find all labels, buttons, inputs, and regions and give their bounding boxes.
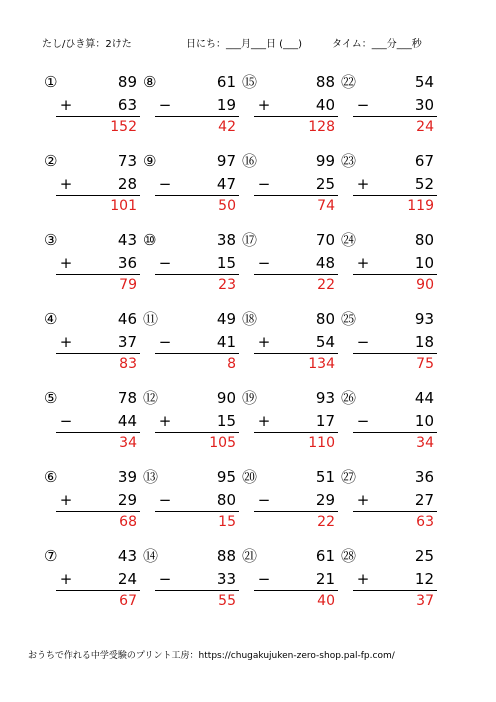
problem-number: ④	[44, 310, 58, 328]
bottom-operand: 37	[117, 333, 137, 351]
problem-22	[341, 73, 451, 149]
problem-number: ⑲	[242, 389, 258, 407]
time-field: タイム：___分___秒	[332, 39, 422, 50]
operator-sign: −	[158, 96, 172, 114]
problem-number: ⑤	[44, 389, 58, 407]
bottom-operand: 63	[117, 96, 137, 114]
operator-sign: −	[356, 412, 370, 430]
top-operand: 73	[117, 152, 137, 170]
bottom-operand: 12	[414, 570, 434, 588]
problem-9	[143, 152, 253, 228]
answer-value: 15	[218, 514, 236, 530]
top-operand: 88	[315, 73, 335, 91]
bottom-operand: 17	[315, 412, 335, 430]
problem-1	[44, 73, 157, 149]
bottom-operand: 52	[414, 175, 434, 193]
problem-13	[143, 468, 253, 544]
answer-value: 8	[227, 356, 236, 372]
answer-rule	[353, 116, 437, 117]
answer-value: 34	[119, 435, 137, 451]
problem-number: ②	[44, 152, 58, 170]
answer-rule	[353, 590, 437, 591]
answer-rule	[155, 590, 239, 591]
bottom-operand: 80	[216, 491, 236, 509]
answer-rule	[254, 116, 338, 117]
bottom-operand: 29	[315, 491, 335, 509]
bottom-operand: 33	[216, 570, 236, 588]
operator-sign: +	[257, 412, 271, 430]
top-operand: 88	[216, 547, 236, 565]
operator-sign: −	[59, 412, 73, 430]
top-operand: 46	[117, 310, 137, 328]
top-operand: 49	[216, 310, 236, 328]
bottom-operand: 19	[216, 96, 236, 114]
answer-value: 34	[416, 435, 434, 451]
bottom-operand: 15	[216, 254, 236, 272]
top-operand: 39	[117, 468, 137, 486]
answer-rule	[56, 353, 140, 354]
bottom-operand: 15	[216, 412, 236, 430]
answer-value: 79	[119, 277, 137, 293]
top-operand: 80	[315, 310, 335, 328]
problem-5	[44, 389, 154, 465]
problem-number: ⑰	[242, 231, 258, 249]
bottom-operand: 40	[315, 96, 335, 114]
top-operand: 95	[216, 468, 236, 486]
top-operand: 78	[117, 389, 137, 407]
problem-19	[242, 389, 352, 465]
top-operand: 93	[414, 310, 434, 328]
operator-sign: +	[257, 96, 271, 114]
problem-number: ㉑	[242, 547, 258, 565]
top-operand: 25	[414, 547, 434, 565]
problem-15	[242, 73, 352, 149]
operator-sign: −	[158, 254, 172, 272]
problem-number: ③	[44, 231, 58, 249]
problem-28	[341, 547, 451, 623]
answer-value: 152	[110, 119, 137, 135]
problem-number: ⑨	[143, 152, 157, 170]
top-operand: 43	[117, 547, 137, 565]
operator-sign: +	[356, 175, 370, 193]
answer-rule	[353, 432, 437, 433]
answer-rule	[254, 274, 338, 275]
answer-value: 68	[119, 514, 137, 530]
answer-rule	[353, 511, 437, 512]
answer-value: 40	[317, 593, 335, 609]
operator-sign: +	[59, 96, 73, 114]
answer-rule	[56, 511, 140, 512]
top-operand: 67	[414, 152, 434, 170]
top-operand: 99	[315, 152, 335, 170]
answer-value: 22	[317, 277, 335, 293]
answer-value: 37	[416, 593, 434, 609]
bottom-operand: 41	[216, 333, 236, 351]
answer-value: 90	[416, 277, 434, 293]
top-operand: 43	[117, 231, 137, 249]
problem-3	[44, 231, 157, 307]
answer-rule	[254, 353, 338, 354]
operator-sign: +	[59, 333, 73, 351]
answer-rule	[56, 432, 140, 433]
answer-value: 74	[317, 198, 335, 214]
operator-sign: −	[257, 254, 271, 272]
problem-number: ⑪	[143, 310, 159, 328]
answer-value: 23	[218, 277, 236, 293]
answer-rule	[353, 195, 437, 196]
answer-rule	[353, 274, 437, 275]
problem-17	[242, 231, 352, 307]
problem-number: ㉕	[341, 310, 357, 328]
problem-number: ⑦	[44, 547, 58, 565]
top-operand: 61	[216, 73, 236, 91]
answer-rule	[56, 590, 140, 591]
problem-number: ⑧	[143, 73, 157, 91]
problem-10	[143, 231, 253, 307]
operator-sign: +	[59, 570, 73, 588]
answer-value: 128	[308, 119, 335, 135]
bottom-operand: 10	[414, 254, 434, 272]
problem-number: ①	[44, 73, 58, 91]
answer-value: 63	[416, 514, 434, 530]
top-operand: 54	[414, 73, 434, 91]
bottom-operand: 10	[414, 412, 434, 430]
problem-number: ㉗	[341, 468, 357, 486]
answer-value: 75	[416, 356, 434, 372]
problem-number: ⑬	[143, 468, 159, 486]
problem-12	[143, 389, 253, 465]
top-operand: 38	[216, 231, 236, 249]
operator-sign: −	[158, 570, 172, 588]
operator-sign: −	[158, 333, 172, 351]
answer-rule	[155, 116, 239, 117]
answer-rule	[155, 432, 239, 433]
operator-sign: +	[356, 570, 370, 588]
top-operand: 70	[315, 231, 335, 249]
worksheet-title: たし/ひき算：2けた	[42, 39, 132, 50]
operator-sign: +	[356, 254, 370, 272]
bottom-operand: 25	[315, 175, 335, 193]
problem-24	[341, 231, 451, 307]
answer-value: 42	[218, 119, 236, 135]
answer-rule	[254, 432, 338, 433]
operator-sign: −	[356, 96, 370, 114]
problem-number: ⑮	[242, 73, 258, 91]
bottom-operand: 18	[414, 333, 434, 351]
answer-value: 105	[209, 435, 236, 451]
bottom-operand: 54	[315, 333, 335, 351]
problem-number: ㉓	[341, 152, 357, 170]
answer-rule	[254, 590, 338, 591]
problem-11	[143, 310, 253, 386]
answer-value: 119	[407, 198, 434, 214]
top-operand: 93	[315, 389, 335, 407]
operator-sign: +	[257, 333, 271, 351]
bottom-operand: 30	[414, 96, 434, 114]
operator-sign: +	[59, 491, 73, 509]
answer-rule	[353, 353, 437, 354]
answer-value: 110	[308, 435, 335, 451]
problem-number: ⑥	[44, 468, 58, 486]
operator-sign: +	[59, 175, 73, 193]
problem-21	[242, 547, 352, 623]
top-operand: 89	[117, 73, 137, 91]
top-operand: 97	[216, 152, 236, 170]
answer-rule	[155, 511, 239, 512]
bottom-operand: 36	[117, 254, 137, 272]
answer-value: 134	[308, 356, 335, 372]
answer-rule	[254, 195, 338, 196]
answer-rule	[56, 274, 140, 275]
problem-number: ⑩	[143, 231, 157, 249]
answer-value: 24	[416, 119, 434, 135]
top-operand: 51	[315, 468, 335, 486]
problem-7	[44, 547, 154, 623]
problem-number: ⑯	[242, 152, 258, 170]
answer-rule	[155, 353, 239, 354]
answer-value: 83	[119, 356, 137, 372]
problem-2	[44, 152, 157, 228]
answer-rule	[254, 511, 338, 512]
problem-number: ㉒	[341, 73, 357, 91]
bottom-operand: 24	[117, 570, 137, 588]
problem-number: ⑭	[143, 547, 159, 565]
operator-sign: +	[356, 491, 370, 509]
problem-20	[242, 468, 352, 544]
bottom-operand: 48	[315, 254, 335, 272]
problem-14	[143, 547, 253, 623]
operator-sign: −	[257, 570, 271, 588]
problem-27	[341, 468, 451, 544]
answer-rule	[155, 195, 239, 196]
problem-6	[44, 468, 154, 544]
operator-sign: −	[158, 491, 172, 509]
answer-rule	[155, 274, 239, 275]
date-field: 日にち：___月___日 (___)	[186, 39, 302, 50]
problem-number: ⑱	[242, 310, 258, 328]
problem-18	[242, 310, 352, 386]
problem-number: ㉔	[341, 231, 357, 249]
problem-8	[143, 73, 253, 149]
problem-26	[341, 389, 451, 465]
answer-rule	[56, 116, 140, 117]
top-operand: 80	[414, 231, 434, 249]
operator-sign: −	[257, 491, 271, 509]
answer-value: 55	[218, 593, 236, 609]
problem-number: ㉖	[341, 389, 357, 407]
answer-rule	[56, 195, 140, 196]
bottom-operand: 21	[315, 570, 335, 588]
top-operand: 36	[414, 468, 434, 486]
problem-number: ㉘	[341, 547, 357, 565]
operator-sign: +	[158, 412, 172, 430]
bottom-operand: 29	[117, 491, 137, 509]
problem-23	[341, 152, 451, 228]
bottom-operand: 27	[414, 491, 434, 509]
problem-number: ⑫	[143, 389, 159, 407]
operator-sign: −	[158, 175, 172, 193]
problem-4	[44, 310, 154, 386]
operator-sign: +	[59, 254, 73, 272]
footer-credit: おうちで作れる中学受験のプリント工房：https://chugakujuken-zero-shop.pal-fp.com/	[28, 651, 395, 661]
problem-number: ⑳	[242, 468, 258, 486]
problem-16	[242, 152, 352, 228]
top-operand: 61	[315, 547, 335, 565]
answer-value: 101	[110, 198, 137, 214]
top-operand: 44	[414, 389, 434, 407]
problem-25	[341, 310, 451, 386]
top-operand: 90	[216, 389, 236, 407]
answer-value: 22	[317, 514, 335, 530]
bottom-operand: 47	[216, 175, 236, 193]
operator-sign: −	[257, 175, 271, 193]
answer-value: 67	[119, 593, 137, 609]
operator-sign: −	[356, 333, 370, 351]
bottom-operand: 28	[117, 175, 137, 193]
answer-value: 50	[218, 198, 236, 214]
bottom-operand: 44	[117, 412, 137, 430]
